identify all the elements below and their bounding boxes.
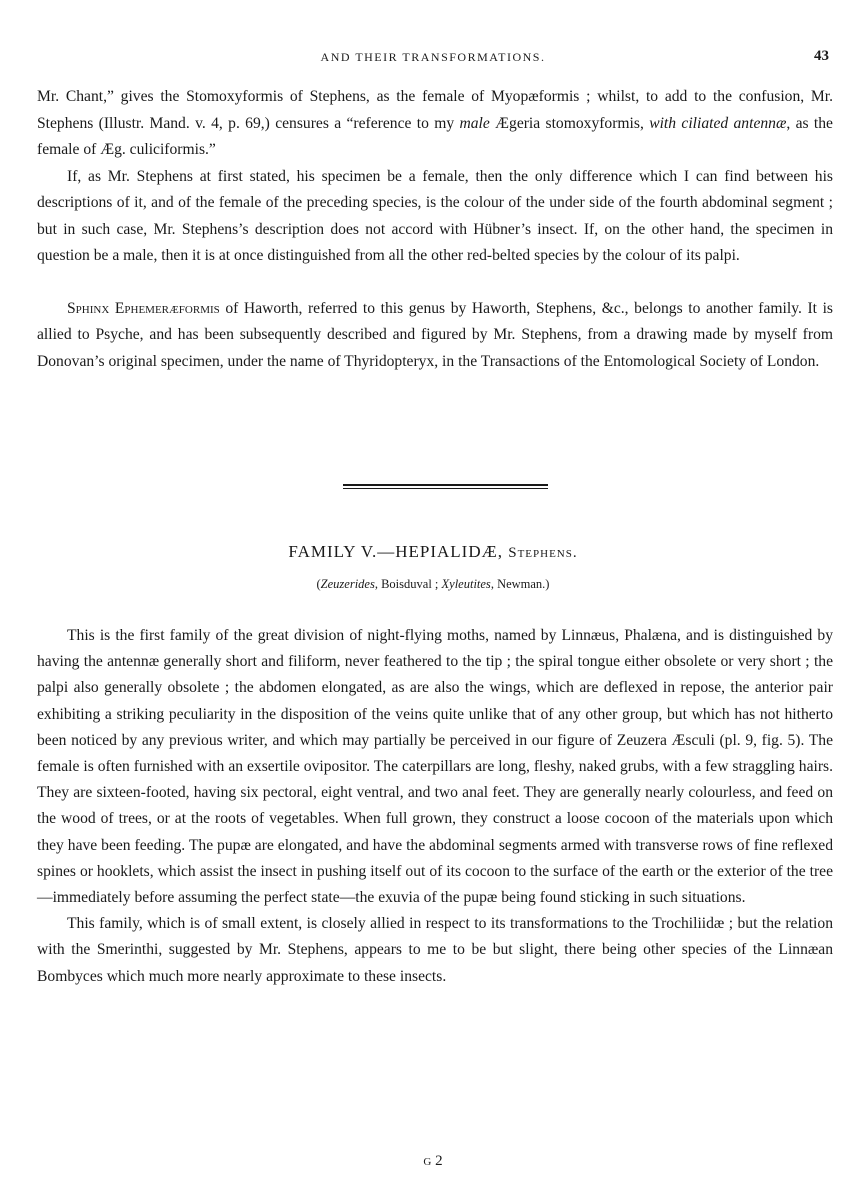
paragraph-female-specimen: If, as Mr. Stephens at first stated, his specimen be a female, then the only difference which I can find between his descriptions of it, and of the female of the preceding species, is the colour of the under side of the fourth abdominal segment ; but in such case, Mr. Stephens’s description does not accord with Hübner’s insect. If, on the other hand, the specimen in question be a male, then it is at once distinguished from all the other red-belted species by the colour of its palpi. xyxy=(37,167,833,264)
italic-run: male xyxy=(459,114,490,132)
paragraph-sphinx-ephemeraeformis xyxy=(37,296,833,376)
text-run: Mr. Chant,” gives the Stomoxyformis of Stephens, as the female of Myopæformis ; whilst, to add to the confusion, Mr. Stephens (Illustr. Mand. v. 4, p. 69,) censures a “reference to my xyxy=(37,88,833,132)
family-heading xyxy=(0,542,866,562)
section-aegeria-text xyxy=(37,84,833,375)
synonym-author: , Newman.) xyxy=(490,577,550,591)
small-caps-run: Sphinx Ephemeræformis xyxy=(67,299,220,317)
signature-letter: G xyxy=(423,1156,432,1168)
family-synonyms xyxy=(0,577,866,592)
signature-mark xyxy=(0,1153,866,1170)
paragraph-chant xyxy=(37,84,833,164)
synonym-author: , Boisduval ; xyxy=(374,577,442,591)
divider-line-thick xyxy=(343,484,548,486)
paragraph-family-description: This is the first family of the great division of night-flying moths, named by Linnæus, Phalæna, and is distinguished by having the antennæ generally short and filiform, never feathered to the tip ; the spiral tongue either obsolete or very short ; the palpi also generally obsolete ; the abdomen elongated, as are also the wings, which are deflexed in repose, the anterior pair exhibiting a striking peculiarity in the disposition of the veins quite unlike that of any other group, but which has not hitherto been noticed by any previous writer, and which may partially be perceived in our figure of Zeuzera Æsculi (pl. 9, fig. 5). The female is often furnished with an exsertile ovipositor. The caterpillars are long, fleshy, naked grubs, with a few straggling hairs. They are sixteen-footed, having six pectoral, eight ventral, and two anal feet. They are generally nearly colourless, and feed on the wood of trees, or at the roots of vegetables. When full grown, they construct a loose cocoon of the materials upon which they have been feeding. The pupæ are elongated, and have the abdominal segments armed with transverse rows of fine reflexed spines or hooklets, which assist the insect in pushing itself out of its cocoon to the surface of the earth or the exterior of the tree—immediately before assuming the perfect state—the exuvia of the pupæ being found sticking in such situations. xyxy=(37,627,833,907)
running-head: AND THEIR TRANSFORMATIONS. xyxy=(320,50,546,64)
text-run: of Haworth, referred to this genus by Haworth, Stephens, &c., belongs to another family. It is allied to Psyche, and has been subsequently described and figured by Mr. Stephens, from a drawing made by myself from Donovan’s original specimen, under the name of Thyridopteryx, in the Transactions of the Entomological Society of London. xyxy=(37,299,833,370)
paragraph-family-affinities: This family, which is of small extent, is closely allied in respect to its transformations to the Trochiliidæ ; but the relation with the Smerinthi, suggested by Mr. Stephens, appears to me to be but slight, there being other species of the Linnæan Bombyces which much more nearly approximate to these insects. xyxy=(37,915,833,985)
text-run: , as the female of Æg. culiciformis.” xyxy=(37,114,833,158)
text-run: Ægeria stomoxyformis, xyxy=(489,114,650,132)
synonym-name: Zeuzerides xyxy=(320,577,375,591)
italic-run: with ciliated antennæ xyxy=(649,114,787,132)
signature-number: 2 xyxy=(435,1153,443,1169)
section-hepialidae-text xyxy=(37,623,833,990)
text-run: ( xyxy=(316,577,321,591)
synonym-name: Xyleutites xyxy=(441,577,491,591)
page-number: 43 xyxy=(814,48,829,64)
divider-line-thin xyxy=(343,488,548,489)
section-divider xyxy=(343,484,548,489)
family-author: Stephens. xyxy=(508,545,578,561)
family-title: FAMILY V.—HEPIALIDÆ, xyxy=(288,542,503,561)
